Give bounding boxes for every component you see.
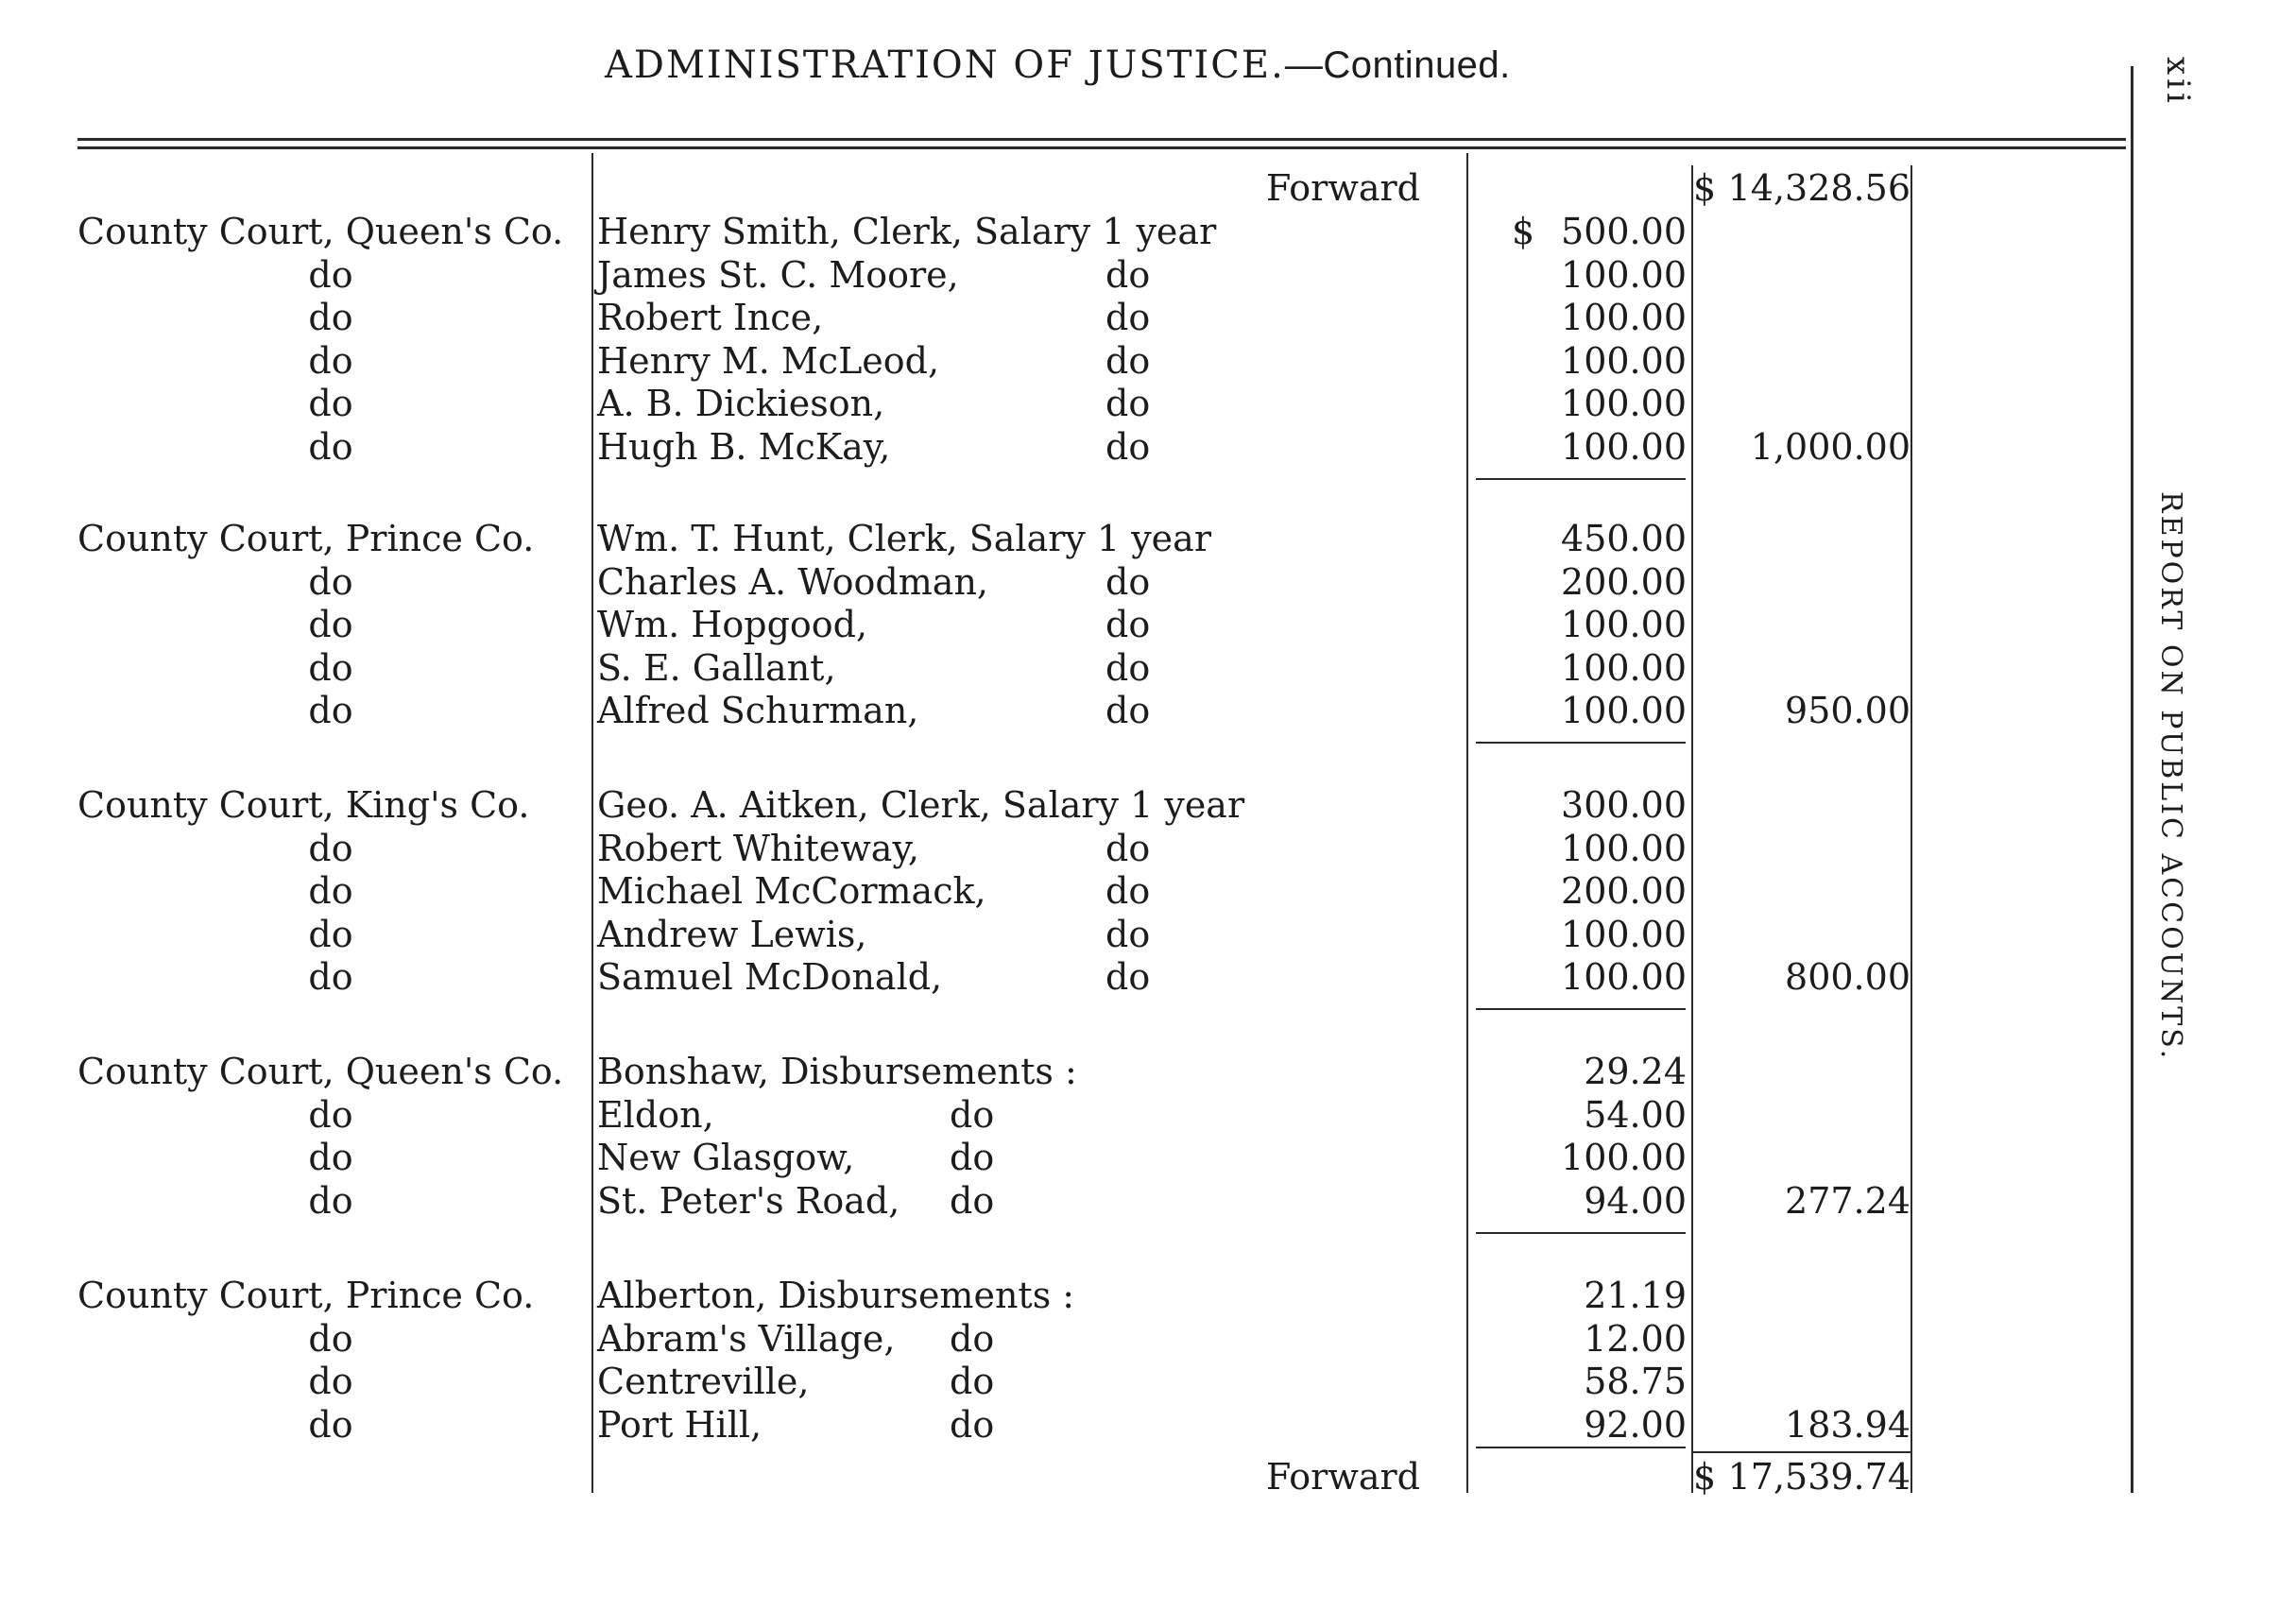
court-ditto: do	[308, 1179, 353, 1222]
court-ditto: do	[308, 297, 353, 338]
payee-description: Bonshaw, Disbursements :	[597, 1051, 1077, 1092]
court-ditto: do	[308, 1137, 353, 1178]
court-ditto: do	[308, 383, 353, 424]
line-amount: 29.24	[1584, 1051, 1687, 1092]
line-amount: 100.00	[1561, 690, 1687, 731]
table-row	[0, 1360, 2296, 1403]
subtotal-rule	[1476, 1008, 1686, 1010]
table-row	[0, 1403, 2296, 1447]
table-row	[0, 1274, 2296, 1317]
payee-description: James St. C. Moore,	[597, 253, 959, 296]
payee-description: S. E. Gallant,	[597, 646, 836, 689]
line-amount: 300.00	[1561, 784, 1687, 826]
table-row	[0, 689, 2296, 732]
payee-description: Michael McCormack,	[597, 870, 986, 912]
court-ditto: do	[308, 339, 353, 382]
court-ditto: do	[308, 604, 353, 645]
court-name: County Court, King's Co.	[77, 784, 530, 826]
table-row	[0, 560, 2296, 604]
group-total: 277.24	[1785, 1179, 1910, 1222]
group-total: 1,000.00	[1750, 425, 1910, 468]
payee-description: Alfred Schurman,	[597, 690, 919, 731]
line-amount: 100.00	[1561, 253, 1687, 296]
ditto-mark: do	[1105, 425, 1151, 468]
forward-row-top	[0, 166, 2296, 210]
table-row	[0, 210, 2296, 253]
ditto-mark: do	[1105, 339, 1151, 382]
court-name: County Court, Queen's Co.	[77, 1051, 564, 1092]
line-amount: 100.00	[1561, 339, 1687, 382]
ditto-mark: do	[1105, 646, 1151, 689]
table-row	[0, 296, 2296, 339]
table-row	[0, 913, 2296, 956]
payee-description: Wm. Hopgood,	[597, 604, 868, 645]
table-row	[0, 783, 2296, 827]
header-rule-bottom	[77, 146, 2126, 149]
payee-description: Hugh B. McKay,	[597, 425, 891, 468]
court-ditto: do	[308, 870, 353, 912]
forward-label: Forward	[1266, 1456, 1421, 1498]
court-ditto: do	[308, 690, 353, 731]
ditto-mark: do	[1105, 297, 1151, 338]
line-amount: 94.00	[1584, 1179, 1687, 1222]
table-row	[0, 339, 2296, 383]
forward-currency: $	[1693, 167, 1717, 209]
line-amount: 92.00	[1584, 1403, 1687, 1446]
ditto-mark: do	[1105, 604, 1151, 645]
line-amount: 54.00	[1584, 1093, 1687, 1136]
payee-description: Centreville,	[597, 1361, 810, 1402]
court-ditto: do	[308, 956, 353, 998]
line-amount: 100.00	[1561, 383, 1687, 424]
line-amount: 100.00	[1561, 646, 1687, 689]
subtotal-rule	[1476, 742, 1686, 744]
ditto-mark: do	[1105, 913, 1151, 955]
court-ditto: do	[308, 1317, 353, 1360]
forward-total-rule	[1693, 1451, 1910, 1453]
running-side-title: REPORT ON PUBLIC ACCOUNTS.	[2154, 491, 2187, 1062]
court-name: County Court, Prince Co.	[77, 1275, 535, 1316]
table-row	[0, 425, 2296, 469]
court-ditto: do	[308, 1403, 353, 1446]
forward-amount: 17,539.74	[1727, 1456, 1910, 1498]
table-row	[0, 1317, 2296, 1361]
ditto-mark: do	[950, 1361, 995, 1402]
ditto-mark: do	[950, 1179, 995, 1222]
table-row	[0, 1050, 2296, 1093]
group-total: 183.94	[1785, 1403, 1910, 1446]
court-ditto: do	[308, 425, 353, 468]
line-amount: 100.00	[1561, 425, 1687, 468]
table-row	[0, 955, 2296, 999]
court-ditto: do	[308, 560, 353, 603]
forward-amount: 14,328.56	[1727, 167, 1910, 209]
page-number: xii	[2159, 57, 2197, 107]
subtotal-rule	[1476, 1232, 1686, 1234]
line-amount: 100.00	[1561, 956, 1687, 998]
ditto-mark: do	[1105, 870, 1151, 912]
ditto-mark: do	[950, 1317, 995, 1360]
subtotal-rule	[1476, 1447, 1686, 1448]
line-amount: 21.19	[1584, 1275, 1687, 1316]
line-amount: 100.00	[1561, 604, 1687, 645]
line-amount: 58.75	[1584, 1361, 1687, 1402]
payee-description: Alberton, Disbursements :	[597, 1275, 1075, 1316]
header-rule-top	[77, 138, 2126, 141]
table-row	[0, 603, 2296, 646]
group-total: 950.00	[1785, 690, 1910, 731]
payee-description: Wm. T. Hunt, Clerk, Salary 1 year	[597, 518, 1211, 559]
forward-label: Forward	[1266, 167, 1421, 209]
page-title	[605, 43, 1625, 87]
ditto-mark: do	[1105, 827, 1151, 869]
payee-description: St. Peter's Road,	[597, 1179, 900, 1222]
table-row	[0, 517, 2296, 560]
table-row	[0, 382, 2296, 425]
table-row	[0, 253, 2296, 297]
table-row	[0, 1179, 2296, 1223]
payee-description: Robert Whiteway,	[597, 827, 919, 869]
ditto-mark: do	[1105, 690, 1151, 731]
payee-description: Charles A. Woodman,	[597, 560, 988, 603]
payee-description: Abram's Village,	[597, 1317, 896, 1360]
payee-description: Henry Smith, Clerk, Salary 1 year	[597, 211, 1217, 252]
table-row	[0, 1136, 2296, 1179]
payee-description: Geo. A. Aitken, Clerk, Salary 1 year	[597, 784, 1245, 826]
subtotal-rule	[1476, 478, 1686, 480]
line-amount: 500.00	[1561, 211, 1687, 252]
court-ditto: do	[308, 913, 353, 955]
ditto-mark: do	[950, 1137, 995, 1178]
page-title-text: ADMINISTRATION OF JUSTICE.	[605, 43, 1285, 87]
line-amount: 12.00	[1584, 1317, 1687, 1360]
court-ditto: do	[308, 253, 353, 296]
line-amount: 200.00	[1561, 870, 1687, 912]
amount-currency: $	[1512, 211, 1535, 252]
forward-row-bottom	[0, 1455, 2296, 1499]
court-ditto: do	[308, 646, 353, 689]
table-row	[0, 646, 2296, 690]
ditto-mark: do	[1105, 383, 1151, 424]
line-amount: 100.00	[1561, 827, 1687, 869]
court-name: County Court, Prince Co.	[77, 518, 535, 559]
page-title-continued: —Continued.	[1284, 44, 1511, 86]
court-ditto: do	[308, 827, 353, 869]
ditto-mark: do	[1105, 560, 1151, 603]
payee-description: Robert Ince,	[597, 297, 824, 338]
ditto-mark: do	[950, 1093, 995, 1136]
line-amount: 100.00	[1561, 1137, 1687, 1178]
line-amount: 100.00	[1561, 913, 1687, 955]
line-amount: 200.00	[1561, 560, 1687, 603]
ditto-mark: do	[1105, 956, 1151, 998]
payee-description: Henry M. McLeod,	[597, 339, 940, 382]
court-ditto: do	[308, 1093, 353, 1136]
forward-currency: $	[1693, 1456, 1717, 1498]
table-row	[0, 1093, 2296, 1137]
payee-description: Andrew Lewis,	[597, 913, 867, 955]
group-total: 800.00	[1785, 956, 1910, 998]
table-row	[0, 869, 2296, 913]
ditto-mark: do	[950, 1403, 995, 1446]
court-ditto: do	[308, 1361, 353, 1402]
line-amount: 450.00	[1561, 518, 1687, 559]
payee-description: Samuel McDonald,	[597, 956, 943, 998]
line-amount: 100.00	[1561, 297, 1687, 338]
payee-description: New Glasgow,	[597, 1137, 855, 1178]
ditto-mark: do	[1105, 253, 1151, 296]
court-name: County Court, Queen's Co.	[77, 211, 564, 252]
payee-description: Port Hill,	[597, 1403, 762, 1446]
table-row	[0, 827, 2296, 870]
payee-description: Eldon,	[597, 1093, 714, 1136]
payee-description: A. B. Dickieson,	[597, 383, 885, 424]
